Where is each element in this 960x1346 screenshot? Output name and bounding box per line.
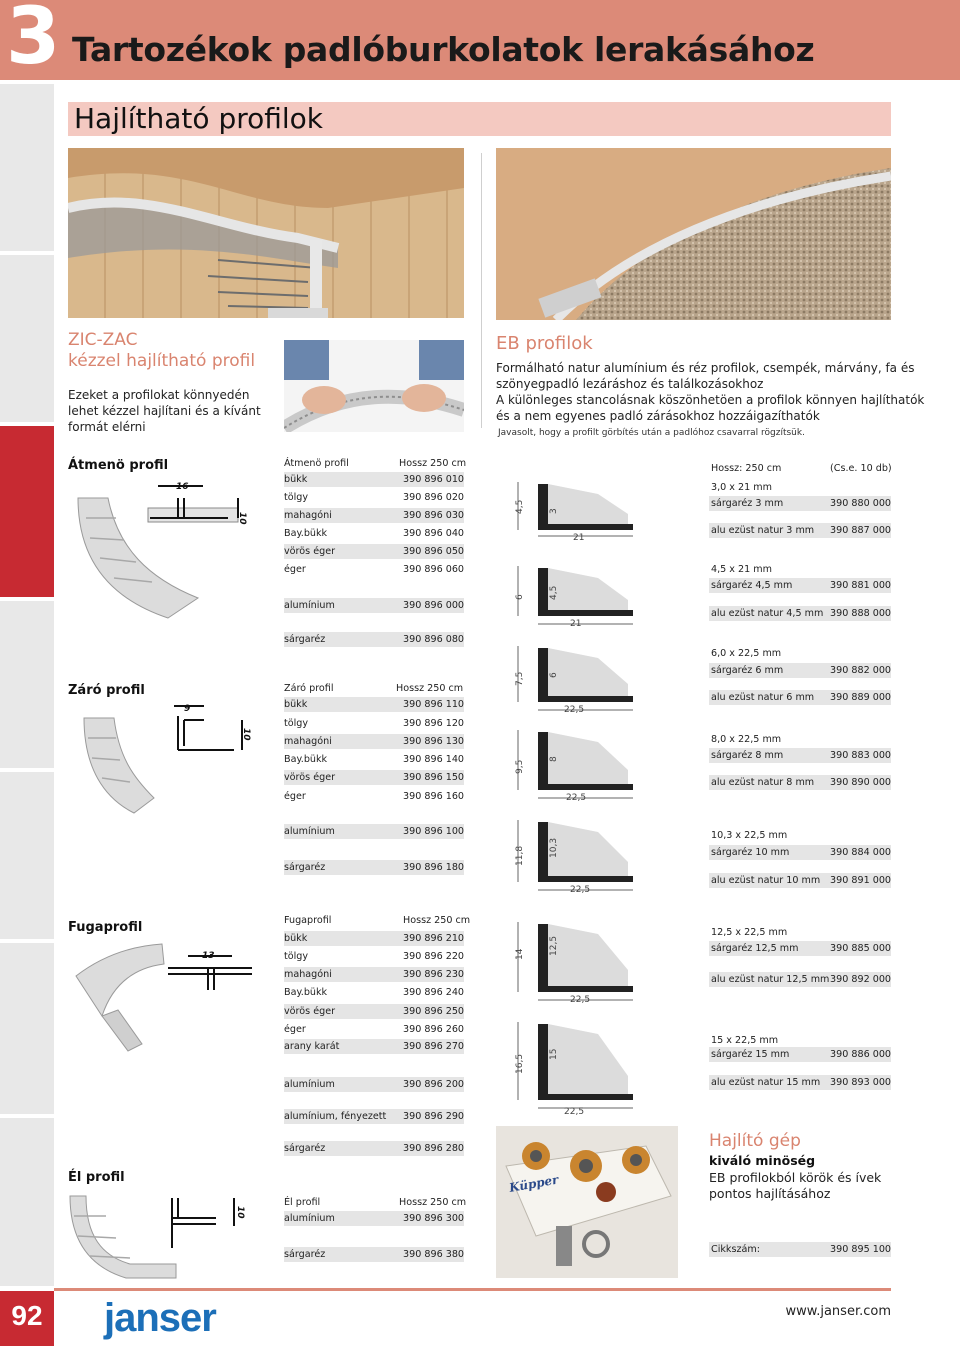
website-link[interactable]: www.janser.com <box>785 1304 891 1319</box>
svg-text:4,5: 4,5 <box>515 499 525 514</box>
table-row: alu ezüst natur 10 mm 390 891 000 <box>711 875 892 886</box>
table-row: Bay.bükk 390 896 240 <box>284 987 465 998</box>
svg-text:22,5: 22,5 <box>570 885 591 894</box>
svg-text:3: 3 <box>549 508 559 514</box>
table-row: alu ezüst natur 15 mm 390 893 000 <box>711 1077 892 1088</box>
eb-note: Javasolt, hogy a profilt görbítés után a padlóhoz csavarral rögzítsük. <box>498 428 805 438</box>
table-row: alu ezüst natur 12,5 mm 390 892 000 <box>711 974 892 985</box>
zaro-table-head: Záró profil <box>284 683 334 694</box>
table-row: alumínium 390 896 300 <box>284 1213 465 1224</box>
hands-bending-profile-photo <box>284 340 464 432</box>
svg-text:4,5: 4,5 <box>549 585 559 600</box>
eb-diagram-4 <box>508 728 638 802</box>
el-dim-height: 10 <box>235 1206 245 1219</box>
table-row: alumínium 390 896 100 <box>284 826 465 837</box>
table-row: sárgaréz 6 mm 390 882 000 <box>711 665 892 676</box>
table-row: tölgy 390 896 020 <box>284 492 465 503</box>
svg-text:21: 21 <box>573 533 585 540</box>
el-table-length: Hossz 250 cm <box>399 1197 467 1208</box>
svg-text:Küpper: Küpper <box>508 1172 560 1195</box>
eb-dim: 6,0 x 22,5 mm <box>711 648 782 659</box>
atmeno-dim-height: 10 <box>237 512 247 525</box>
side-tab <box>0 84 54 251</box>
side-tab <box>0 255 54 422</box>
table-row: mahagóni 390 896 230 <box>284 969 465 980</box>
table-row: sárgaréz 390 896 280 <box>284 1143 465 1154</box>
table-row: tölgy 390 896 220 <box>284 951 465 962</box>
eb-desc: és a nem egyenes padló zárásokhoz hozzáigazíthatók <box>496 409 820 423</box>
table-row: éger 390 896 060 <box>284 564 465 575</box>
table-row: alu ezüst natur 6 mm 390 889 000 <box>711 692 892 703</box>
table-row: sárgaréz 4,5 mm 390 881 000 <box>711 580 892 591</box>
table-row: tölgy 390 896 120 <box>284 718 465 729</box>
zaro-title: Záró profil <box>68 683 145 698</box>
svg-text:9,5: 9,5 <box>515 759 525 774</box>
table-row: bükk 390 896 210 <box>284 933 465 944</box>
machine-desc: EB profilokból körök és ívek <box>709 1170 882 1185</box>
el-title: Él profil <box>68 1170 125 1185</box>
table-row: sárgaréz 390 896 080 <box>284 634 465 645</box>
svg-text:22,5: 22,5 <box>566 793 587 802</box>
atmeno-title: Átmenö profil <box>68 458 169 473</box>
svg-text:21: 21 <box>570 619 582 628</box>
svg-text:15: 15 <box>549 1048 559 1060</box>
eb-dim: 12,5 x 22,5 mm <box>711 927 788 938</box>
table-row: alumínium 390 896 200 <box>284 1079 465 1090</box>
machine-subtitle: kiváló minöség <box>709 1153 816 1168</box>
eb-title: EB profilok <box>496 333 593 354</box>
table-row: bükk 390 896 110 <box>284 699 465 710</box>
svg-text:22,5: 22,5 <box>564 705 585 714</box>
table-row: alu ezüst natur 3 mm 390 887 000 <box>711 525 892 536</box>
atmeno-profile-image <box>68 478 248 628</box>
table-row: alu ezüst natur 4,5 mm 390 888 000 <box>711 608 892 619</box>
table-row: vörös éger 390 896 250 <box>284 1006 465 1017</box>
zic-zac-floor-photo <box>68 148 464 318</box>
machine-desc: pontos hajlításához <box>709 1186 831 1201</box>
table-row: sárgaréz 8 mm 390 883 000 <box>711 750 892 761</box>
svg-text:16,5: 16,5 <box>515 1053 525 1074</box>
table-row: sárgaréz 390 896 180 <box>284 862 465 873</box>
eb-diagram-2 <box>508 560 638 628</box>
chapter-number: 3 <box>6 0 61 82</box>
fuga-profile-image <box>72 936 256 1056</box>
el-table-head: Él profil <box>284 1197 321 1208</box>
eb-dim: 4,5 x 21 mm <box>711 564 772 575</box>
side-tab <box>0 772 54 939</box>
zic-zac-subtitle: kézzel hajlítható profil <box>68 351 256 371</box>
svg-text:7,5: 7,5 <box>515 671 525 686</box>
side-tab <box>0 601 54 768</box>
table-row: sárgaréz 3 mm 390 880 000 <box>711 498 892 509</box>
table-row: alumínium 390 896 000 <box>284 600 465 611</box>
table-row: Bay.bükk 390 896 040 <box>284 528 465 539</box>
table-row: vörös éger 390 896 050 <box>284 546 465 557</box>
side-tab <box>0 1118 54 1286</box>
fuga-table-length: Hossz 250 cm <box>403 915 471 926</box>
side-tab <box>0 943 54 1114</box>
divider <box>481 153 482 428</box>
table-row: sárgaréz 10 mm 390 884 000 <box>711 847 892 858</box>
table-row: sárgaréz 12,5 mm 390 885 000 <box>711 943 892 954</box>
table-row: alumínium, fényezett 390 896 290 <box>284 1111 465 1122</box>
table-row: sárgaréz 390 896 380 <box>284 1249 465 1260</box>
fuga-dim-width: 13 <box>202 951 215 961</box>
eb-dim: 3,0 x 21 mm <box>711 482 772 493</box>
zaro-dim-width: 9 <box>184 704 191 714</box>
page-number: 92 <box>11 1300 43 1331</box>
eb-desc: szönyegpadló lezáráshoz és találkozásokhoz <box>496 377 764 391</box>
eb-diagram-3 <box>508 642 638 714</box>
chapter-title: Tartozékok padlóburkolatok lerakásához <box>72 30 815 69</box>
svg-text:22,5: 22,5 <box>564 1107 585 1117</box>
zaro-dim-height: 10 <box>241 728 251 741</box>
eb-diagram-1 <box>508 474 638 540</box>
svg-text:8: 8 <box>549 756 559 762</box>
atmeno-table-length: Hossz 250 cm <box>399 458 467 469</box>
table-row: mahagóni 390 896 030 <box>284 510 465 521</box>
head-name: Átmenö profil <box>284 458 349 469</box>
eb-table-pack: (Cs.e. 10 db) <box>830 463 892 474</box>
eb-desc: Formálható natur alumínium és réz profilok, csempék, márvány, fa és <box>496 361 915 375</box>
zic-zac-title: ZIC-ZAC <box>68 330 138 350</box>
fuga-title: Fugaprofil <box>68 920 143 935</box>
svg-text:22,5: 22,5 <box>570 995 591 1005</box>
side-tab-active <box>0 426 54 597</box>
svg-text:6: 6 <box>515 594 525 600</box>
eb-dim: 8,0 x 22,5 mm <box>711 734 782 745</box>
svg-text:11,8: 11,8 <box>515 845 525 866</box>
zic-zac-desc: lehet kézzel hajlítani és a kívánt <box>68 404 261 418</box>
eb-dim: 15 x 22,5 mm <box>711 1035 779 1046</box>
janser-logo: janser <box>104 1296 216 1340</box>
machine-title: Hajlító gép <box>709 1131 801 1151</box>
eb-desc: A különleges stancolásnak köszönhetöen a profilok könnyen hajlíthatók <box>496 393 925 407</box>
svg-text:6: 6 <box>549 672 559 678</box>
table-row: alu ezüst natur 8 mm 390 890 000 <box>711 777 892 788</box>
zaro-table-length: Hossz 250 cm <box>396 683 464 694</box>
table-row: éger 390 896 260 <box>284 1024 465 1035</box>
svg-text:12,5: 12,5 <box>549 935 559 956</box>
table-row: sárgaréz 15 mm 390 886 000 <box>711 1049 892 1060</box>
eb-diagram-7 <box>508 1020 638 1118</box>
section-title: Hajlítható profilok <box>74 102 324 135</box>
table-row: arany karát 390 896 270 <box>284 1041 465 1052</box>
table-row: vörös éger 390 896 150 <box>284 772 465 783</box>
eb-diagram-6 <box>508 920 638 1006</box>
table-row: éger 390 896 160 <box>284 791 465 802</box>
svg-text:10,3: 10,3 <box>549 837 559 858</box>
footer-rule <box>54 1288 891 1291</box>
machine-code-row: Cikkszám: 390 895 100 <box>711 1244 892 1255</box>
fuga-table-head: Fugaprofil <box>284 915 332 926</box>
atmeno-dim-width: 16 <box>176 482 189 492</box>
eb-dim: 10,3 x 22,5 mm <box>711 830 788 841</box>
zic-zac-desc: formát elérni <box>68 420 146 434</box>
table-row: bükk 390 896 010 <box>284 474 465 485</box>
eb-diagram-5 <box>508 818 638 894</box>
svg-text:14: 14 <box>515 948 525 960</box>
eb-table-length: Hossz: 250 cm <box>711 463 782 474</box>
zaro-profile-image <box>74 698 254 818</box>
table-row: mahagóni 390 896 130 <box>284 736 465 747</box>
zic-zac-desc: Ezeket a profilokat könnyedén <box>68 388 250 402</box>
eb-profile-carpet-photo <box>496 148 891 320</box>
el-profile-image <box>66 1186 256 1282</box>
bending-machine-photo <box>496 1126 678 1278</box>
table-row: Bay.bükk 390 896 140 <box>284 754 465 765</box>
atmeno-table-head <box>284 456 349 471</box>
